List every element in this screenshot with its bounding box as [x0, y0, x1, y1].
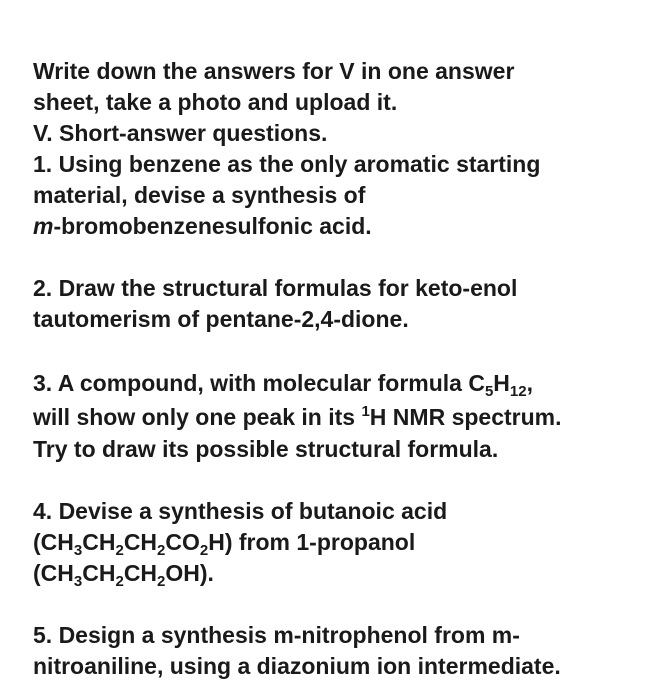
formula-text: H) from 1-propanol — [208, 529, 416, 555]
subscript: 3 — [73, 542, 83, 559]
q1-line-2: material, devise a synthesis of — [33, 182, 366, 208]
q2-line-2: tautomerism of pentane-2,4-dione. — [33, 306, 409, 332]
q1-line-3-rest: -bromobenzenesulfonic acid. — [53, 213, 372, 239]
formula-text: CH — [123, 560, 158, 586]
superscript: 1 — [361, 403, 370, 420]
q4-line-2 — [33, 527, 633, 558]
q3-line-2 — [33, 400, 633, 434]
q5-line-2: nitroaniline, using a diazonium ion intermediate. — [33, 653, 561, 679]
formula-text: CO — [165, 529, 200, 555]
q3-line-1 — [33, 366, 633, 400]
subscript: 2 — [199, 542, 209, 559]
q3-text: H — [493, 370, 510, 396]
spacer — [33, 465, 633, 496]
q3-text: , — [526, 370, 533, 396]
q3-line-3: Try to draw its possible structural formula. — [33, 436, 499, 462]
q2-line-1: 2. Draw the structural formulas for keto-enol — [33, 275, 518, 301]
subscript: 12 — [509, 383, 527, 400]
subscript: 2 — [115, 542, 124, 559]
subscript: 3 — [73, 573, 83, 590]
q3-text: 3. A compound, with molecular formula C — [33, 370, 485, 396]
q3-text: H NMR spectrum. — [369, 404, 562, 430]
q5-line-1: 5. Design a synthesis m-nitrophenol from m- — [33, 622, 520, 648]
q1-line-3 — [33, 211, 633, 242]
formula-text: (CH — [33, 529, 74, 555]
subscript: 2 — [115, 573, 124, 590]
formula-text: CH — [123, 529, 158, 555]
spacer — [33, 589, 633, 620]
q1-meta-prefix: m — [33, 213, 54, 239]
spacer — [33, 242, 633, 273]
intro-line-2: sheet, take a photo and upload it. — [33, 89, 398, 115]
q4-line-1: 4. Devise a synthesis of butanoic acid — [33, 498, 448, 524]
intro-line-1: Write down the answers for V in one answer — [33, 58, 515, 84]
question-sheet — [33, 56, 633, 682]
q4-line-3 — [33, 558, 633, 589]
formula-text: CH — [82, 529, 116, 555]
subscript: 5 — [484, 383, 494, 400]
q1-line-1: 1. Using benzene as the only aromatic starting — [33, 151, 541, 177]
formula-text: (CH — [33, 560, 74, 586]
spacer — [33, 335, 633, 366]
formula-text: OH). — [165, 560, 214, 586]
subscript: 2 — [157, 573, 166, 590]
q3-text: will show only one peak in its — [33, 404, 362, 430]
subscript: 2 — [157, 542, 166, 559]
formula-text: CH — [82, 560, 116, 586]
section-title: V. Short-answer questions. — [33, 120, 328, 146]
